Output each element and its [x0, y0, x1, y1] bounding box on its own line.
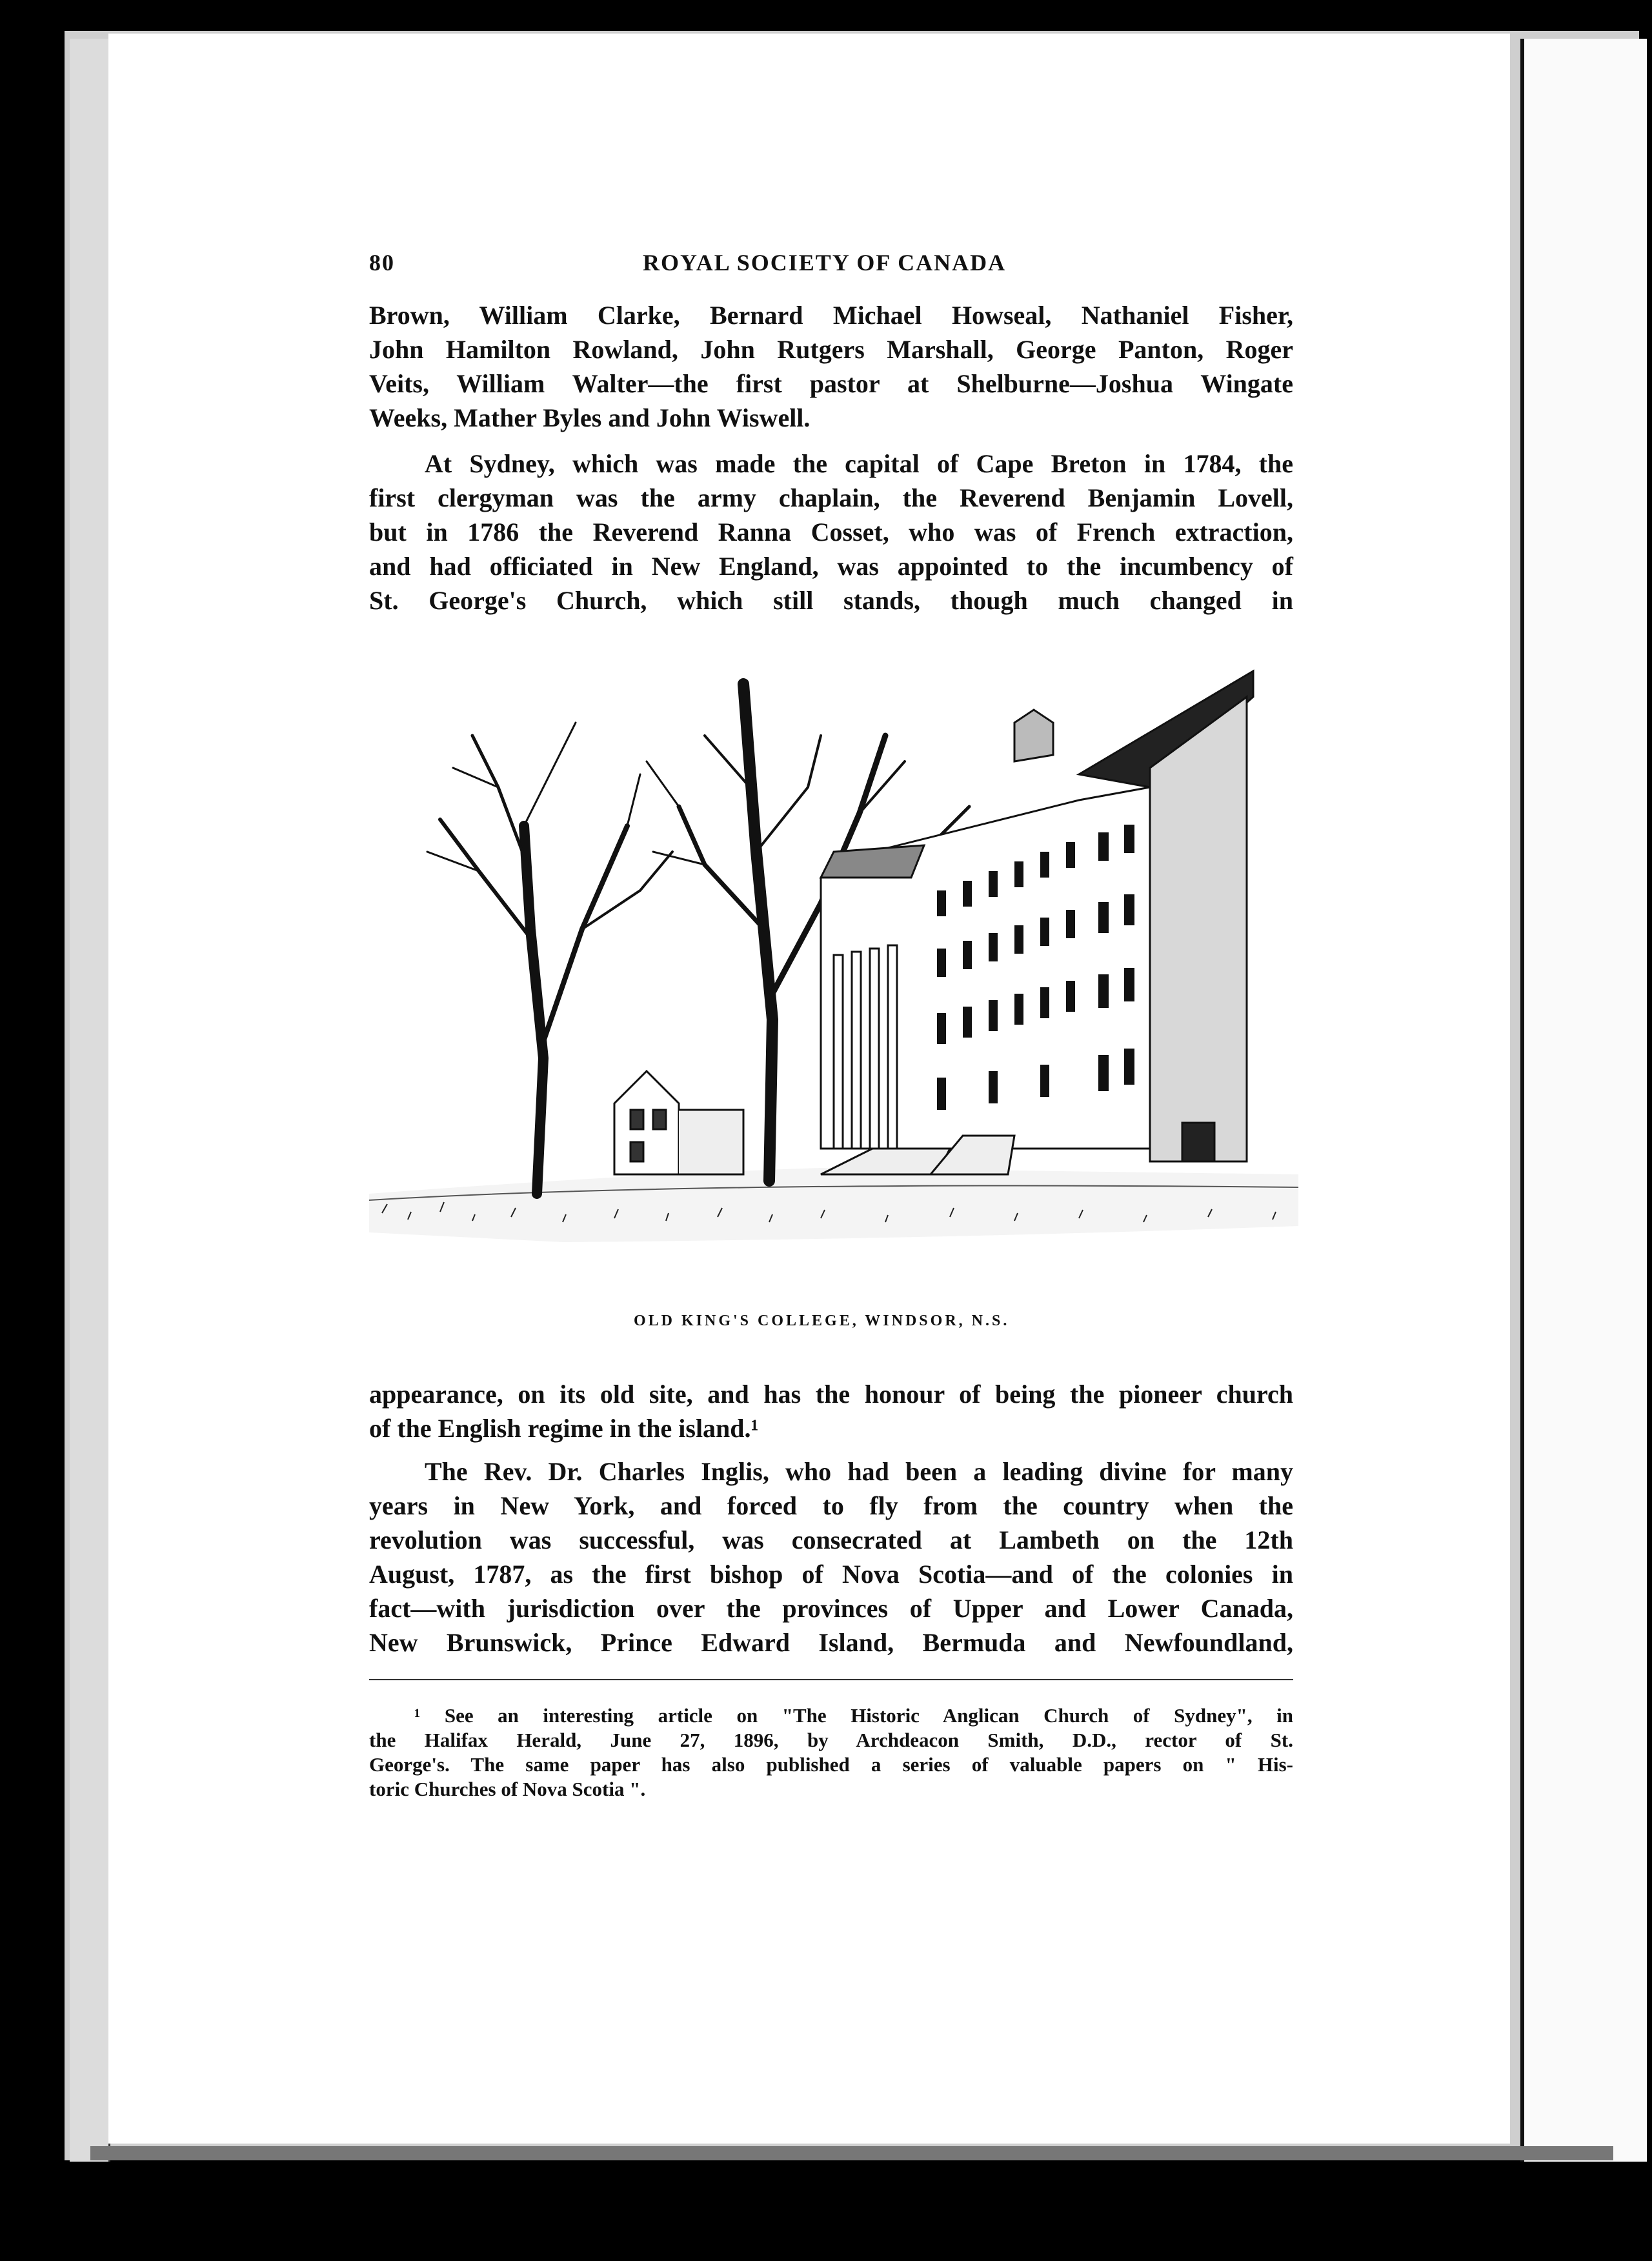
- text-line: St. George's Church, which still stands, though much changed in: [369, 586, 1293, 615]
- paragraph-4: [369, 1454, 1293, 1660]
- footnote-line: the Halifax Herald, June 27, 1896, by Archdeacon Smith, D.D., rector of St.: [369, 1729, 1293, 1751]
- text-line: first clergyman was the army chaplain, the Reverend Benjamin Lovell,: [369, 483, 1293, 512]
- footnote-line: George's. The same paper has also published a series of valuable papers on " His-: [369, 1753, 1293, 1776]
- paragraph-2: [369, 447, 1293, 618]
- footnote-line: ¹ See an interesting article on "The Historic Anglican Church of Sydney", in: [414, 1704, 1293, 1727]
- text-line: Brown, William Clarke, Bernard Michael Howseal, Nathaniel Fisher,: [369, 301, 1293, 330]
- text-line: fact—with jurisdiction over the provinces of Upper and Lower Canada,: [369, 1594, 1293, 1623]
- text-line: New Brunswick, Prince Edward Island, Bermuda and Newfoundland,: [369, 1628, 1293, 1657]
- left-page-edge: [70, 39, 110, 2162]
- text-line: appearance, on its old site, and has the honour of being the pioneer church: [369, 1380, 1293, 1409]
- text-line: revolution was successful, was consecrated at Lambeth on the 12th: [369, 1525, 1293, 1554]
- bottom-page-edge: [90, 2146, 1613, 2160]
- text-line: John Hamilton Rowland, John Rutgers Marshall, George Panton, Roger: [369, 335, 1293, 364]
- running-head: ROYAL SOCIETY OF CANADA: [643, 250, 1007, 276]
- text-line: Veits, William Walter—the first pastor at Shelburne—Joshua Wingate: [369, 369, 1293, 398]
- page-number: 80: [369, 250, 395, 276]
- paragraph-1: [369, 298, 1293, 435]
- text-line: of the English regime in the island.¹: [369, 1414, 759, 1443]
- footnote: [369, 1703, 1293, 1802]
- text-line: At Sydney, which was made the capital of Cape Breton in 1784, the: [425, 449, 1293, 478]
- paragraph-3: [369, 1377, 1293, 1445]
- text-line: Weeks, Mather Byles and John Wiswell.: [369, 403, 811, 432]
- figure-caption: OLD KING'S COLLEGE, WINDSOR, N.S.: [634, 1312, 1010, 1329]
- text-line: and had officiated in New England, was appointed to the incumbency of: [369, 552, 1293, 581]
- text-line: August, 1787, as the first bishop of Nova Scotia—and of the colonies in: [369, 1560, 1293, 1589]
- text-line: years in New York, and forced to fly from the country when the: [369, 1491, 1293, 1520]
- footnote-line: toric Churches of Nova Scotia ".: [369, 1778, 646, 1800]
- text-line: The Rev. Dr. Charles Inglis, who had been a leading divine for many: [425, 1457, 1293, 1486]
- footnote-divider: [369, 1679, 1293, 1680]
- right-page-edge: [1520, 39, 1647, 2162]
- old-kings-college-engraving: [369, 658, 1298, 1291]
- text-line: but in 1786 the Reverend Ranna Cosset, who was of French extraction,: [369, 518, 1293, 547]
